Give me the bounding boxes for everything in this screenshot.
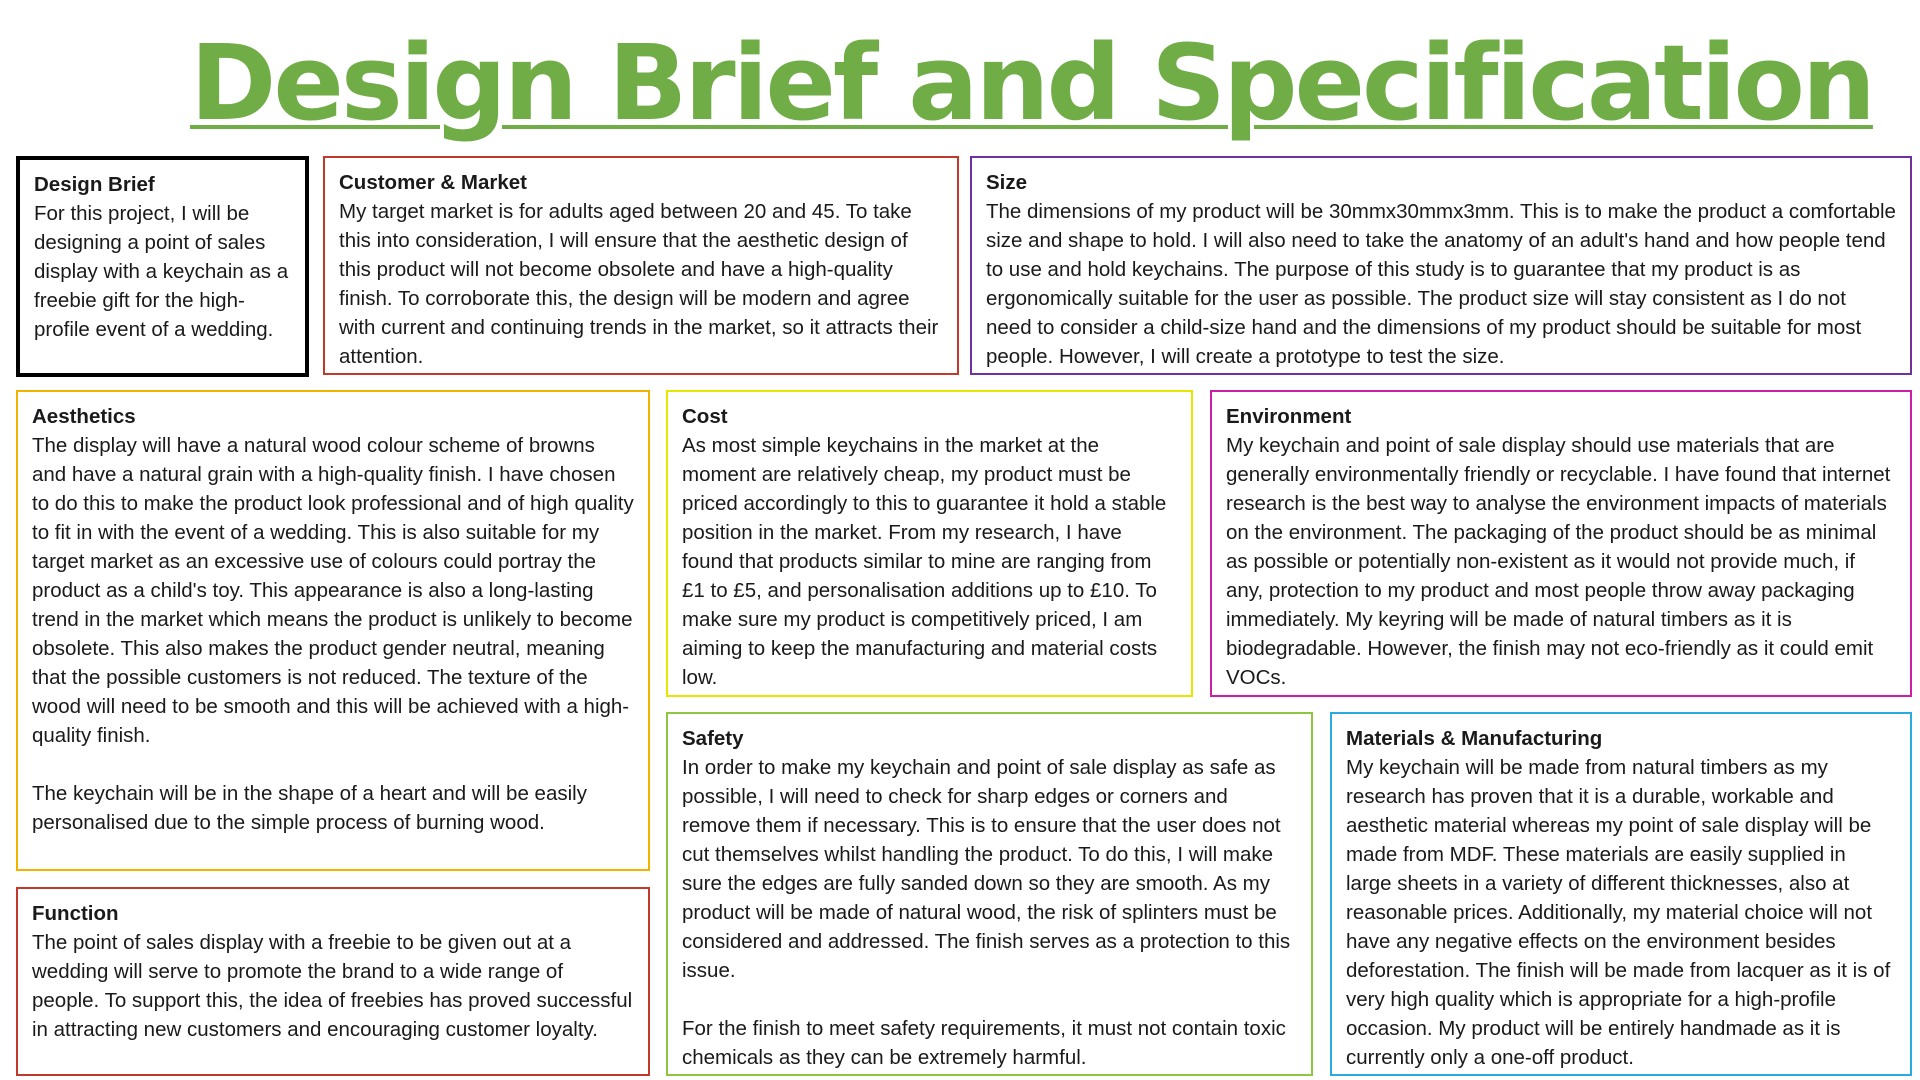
aesthetics-text: The display will have a natural wood colour scheme of browns and have a natural grain with a high-quality finish. I have chosen to do this to make the product look professional and of high quality to fit in with the event of a wedding. This is also suitable for my target market as an excessive use of colours could portray the product as a child's toy. This appearance is also a long-lasting trend in the market which means the product is unlikely to become obsolete. This also makes the product gender neutral, meaning that the possible customers is not reduced. The texture of the wood will need to be smooth and this will be achieved with a high-quality finish. The keychain will be in the shape of a heart and will be easily personalised due to the simple process of burning wood. (32, 434, 634, 834)
environment-heading: Environment (1226, 405, 1352, 428)
design-brief-text: For this project, I will be designing a point of sales display with a keychain as a freebie gift for the high-profile event of a wedding. (34, 202, 289, 341)
page-title: Design Brief and Specification (190, 22, 1873, 144)
customer-market-box (323, 156, 959, 375)
size-text: The dimensions of my product will be 30mmx30mmx3mm. This is to make the product a comfortable size and shape to hold. I will also need to take the anatomy of an adult's hand and how people tend to use and hold keychains. The purpose of this study is to guarantee that my product is as ergonomically suitable for the user as possible. The product size will stay consistent as I do not need to consider a child-size hand and the dimensions of my product should be suitable for most people. However, I will create a prototype to test the size. (986, 200, 1896, 368)
customer-market-heading: Customer & Market (339, 171, 527, 194)
environment-box (1210, 390, 1912, 697)
customer-market-text: My target market is for adults aged between 20 and 45. To take this into consideration, I will ensure that the aesthetic design of this product will not become obsolete and have a high-quality finish. To corroborate this, the design will be modern and agree with current and continuing trends in the market, so it attracts their attention. (339, 200, 939, 368)
safety-text: In order to make my keychain and point of sale display as safe as possible, I will need to check for sharp edges or corners and remove them if necessary. This is to ensure that the user does not cut themselves whilst handling the product. To do this, I will make sure the edges are fully sanded down so they are smooth. As my product will be made of natural wood, the risk of splinters must be considered and addressed. The finish serves as a protection to this issue. For the finish to meet safety requirements, it must not contain toxic chemicals as they can be extremely harmful. (682, 756, 1291, 1069)
size-heading: Size (986, 171, 1028, 194)
design-brief-heading: Design Brief (34, 173, 155, 196)
size-box (970, 156, 1912, 375)
design-brief-box (16, 156, 309, 377)
materials-manufacturing-text: My keychain will be made from natural timbers as my research has proven that it is a durable, workable and aesthetic material whereas my point of sale display will be made from MDF. These materials are easily supplied in large sheets in a variety of different thicknesses, also at reasonable prices. Additionally, my material choice will not have any negative effects on the environment besides deforestation. The finish will be made from lacquer as it is of very high quality which is appropriate for a high-profile occasion. My product will be entirely handmade as it is currently only a one-off product. (1346, 756, 1891, 1069)
function-text: The point of sales display with a freebie to be given out at a wedding will serve to promote the brand to a wide range of people. To support this, the idea of freebies has proved successful in attracting new customers and encouraging customer loyalty. (32, 931, 633, 1041)
safety-heading: Safety (682, 727, 744, 750)
safety-box (666, 712, 1313, 1076)
cost-text: As most simple keychains in the market at the moment are relatively cheap, my product must be priced accordingly to this to guarantee it hold a stable position in the market. From my research, I have found that products similar to mine are ranging from £1 to £5, and personalisation additions up to £10. To make sure my product is competitively priced, I am aiming to keep the manufacturing and material costs low. (682, 434, 1167, 689)
aesthetics-box (16, 390, 650, 871)
environment-text: My keychain and point of sale display should use materials that are generally environmentally friendly or recyclable. I have found that internet research is the best way to analyse the environment impacts of materials on the environment. The packaging of the product should be as minimal as possible or potentially non-existent as it would not provide much, if any, protection to my product and most people throw away packaging immediately. My keyring will be made of natural timbers as it is biodegradable. However, the finish may not eco-friendly as it could emit VOCs. (1226, 434, 1891, 689)
materials-manufacturing-heading: Materials & Manufacturing (1346, 727, 1603, 750)
aesthetics-heading: Aesthetics (32, 405, 136, 428)
function-box (16, 887, 650, 1076)
cost-heading: Cost (682, 405, 728, 428)
function-heading: Function (32, 902, 119, 925)
materials-manufacturing-box (1330, 712, 1912, 1076)
cost-box (666, 390, 1193, 697)
